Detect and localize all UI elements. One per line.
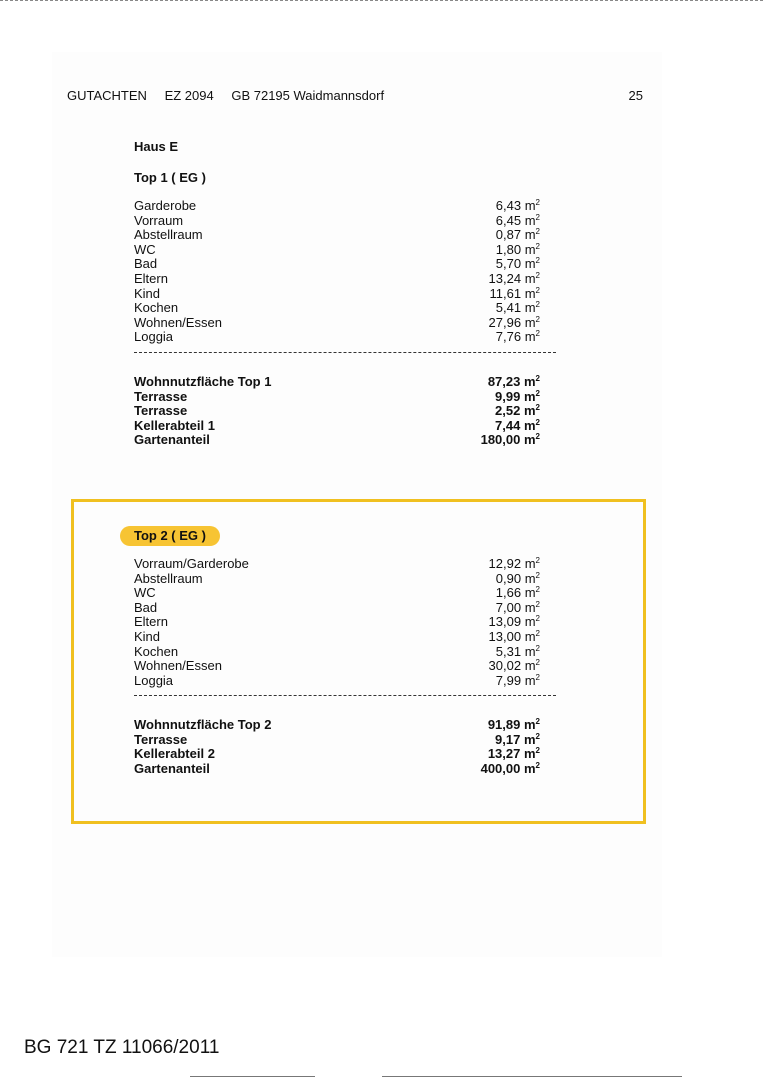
row-unit-exponent: 2 xyxy=(535,241,540,251)
total-row xyxy=(134,375,540,390)
room-row xyxy=(134,659,540,674)
row-unit-exponent: 2 xyxy=(535,760,540,770)
row-unit-exponent: 2 xyxy=(535,672,540,682)
total-row xyxy=(134,762,540,777)
row-area xyxy=(495,390,540,405)
row-label: WC xyxy=(134,585,156,601)
row-label: Terrasse xyxy=(134,388,188,404)
room-row xyxy=(134,301,540,316)
row-area xyxy=(496,257,540,272)
row-label: Eltern xyxy=(134,270,168,286)
row-unit: m xyxy=(524,570,536,586)
row-value: 6,43 xyxy=(495,198,522,213)
total-row xyxy=(134,419,540,434)
row-unit-exponent: 2 xyxy=(535,417,540,427)
room-row xyxy=(134,572,540,587)
room-row xyxy=(134,228,540,243)
row-area xyxy=(496,228,540,243)
row-unit: m xyxy=(523,432,536,448)
row-area xyxy=(496,645,540,660)
row-unit: m xyxy=(524,585,536,601)
row-unit-exponent: 2 xyxy=(535,432,540,442)
row-label: Eltern xyxy=(134,614,168,630)
row-unit: m xyxy=(524,241,536,257)
row-unit-exponent: 2 xyxy=(535,585,540,595)
room-row xyxy=(134,601,540,616)
row-unit: m xyxy=(523,374,536,389)
row-value: 5,41 xyxy=(495,300,522,316)
row-value: 12,92 xyxy=(488,556,522,571)
row-unit: m xyxy=(523,746,536,762)
row-unit-exponent: 2 xyxy=(535,570,540,580)
row-unit: m xyxy=(524,314,536,330)
total-row xyxy=(134,390,540,405)
row-value: 0,87 xyxy=(495,227,522,243)
row-label: Garderobe xyxy=(134,198,197,213)
top-scan-rule xyxy=(0,0,763,4)
row-label: Kochen xyxy=(134,643,179,659)
row-label: Wohnen/Essen xyxy=(134,314,222,330)
row-value: 91,89 xyxy=(487,717,521,732)
room-row xyxy=(134,214,540,229)
room-row xyxy=(134,243,540,258)
row-value: 1,66 xyxy=(495,585,522,601)
row-unit-exponent: 2 xyxy=(535,198,540,207)
row-label: Wohnnutzfläche Top 2 xyxy=(134,717,272,732)
row-label: Vorraum/Garderobe xyxy=(134,556,249,571)
row-value: 2,52 xyxy=(495,403,521,419)
row-unit: m xyxy=(524,285,536,301)
row-unit-exponent: 2 xyxy=(535,731,540,741)
top2-totals-list xyxy=(134,718,540,776)
top1-divider xyxy=(134,352,556,353)
row-value: 13,09 xyxy=(488,614,522,630)
row-unit-exponent: 2 xyxy=(535,643,540,653)
row-area xyxy=(496,199,540,214)
row-unit-exponent: 2 xyxy=(535,388,540,398)
row-value: 13,27 xyxy=(487,746,521,762)
row-value: 5,31 xyxy=(495,643,522,659)
top2-room-list xyxy=(134,557,540,688)
row-area xyxy=(496,330,540,345)
row-unit-exponent: 2 xyxy=(535,300,540,310)
row-area xyxy=(489,557,540,572)
row-label: Bad xyxy=(134,256,158,272)
row-unit: m xyxy=(524,614,536,630)
row-label: Vorraum xyxy=(134,212,184,228)
row-unit-exponent: 2 xyxy=(535,717,540,726)
row-label: Gartenanteil xyxy=(134,760,210,776)
row-value: 6,45 xyxy=(495,212,522,228)
row-area xyxy=(489,630,540,645)
row-unit-exponent: 2 xyxy=(535,746,540,756)
row-label: Wohnen/Essen xyxy=(134,658,222,674)
row-unit-exponent: 2 xyxy=(535,227,540,237)
row-area xyxy=(496,572,540,587)
row-value: 5,70 xyxy=(495,256,522,272)
row-area xyxy=(481,433,540,448)
row-label: Kellerabteil 2 xyxy=(134,746,215,762)
room-row xyxy=(134,645,540,660)
top1-title: Top 1 ( EG ) xyxy=(134,170,206,185)
row-value: 13,24 xyxy=(488,270,522,286)
row-area xyxy=(481,762,540,777)
row-value: 13,00 xyxy=(488,628,522,644)
row-label: WC xyxy=(134,241,156,257)
row-area xyxy=(496,674,540,689)
row-area xyxy=(496,243,540,258)
room-row xyxy=(134,199,540,214)
row-label: Terrasse xyxy=(134,731,188,747)
row-label: Wohnnutzfläche Top 1 xyxy=(134,374,272,389)
row-unit: m xyxy=(524,599,536,615)
header-gb: GB 72195 Waidmannsdorf xyxy=(231,88,385,103)
row-unit-exponent: 2 xyxy=(535,628,540,638)
row-area xyxy=(496,301,540,316)
row-label: Loggia xyxy=(134,329,174,345)
row-unit: m xyxy=(524,270,536,286)
row-unit: m xyxy=(524,198,536,213)
page-header xyxy=(67,88,647,103)
header-ez: EZ 2094 xyxy=(164,88,214,103)
room-row xyxy=(134,557,540,572)
row-unit-exponent: 2 xyxy=(535,270,540,280)
row-unit-exponent: 2 xyxy=(535,599,540,609)
row-value: 11,61 xyxy=(489,285,522,301)
row-unit: m xyxy=(524,643,536,659)
row-label: Kind xyxy=(134,285,161,301)
row-area xyxy=(490,287,541,302)
row-value: 87,23 xyxy=(487,374,521,389)
row-value: 9,99 xyxy=(495,388,521,404)
row-unit: m xyxy=(524,256,536,272)
row-unit: m xyxy=(523,717,536,732)
row-unit: m xyxy=(524,300,536,316)
room-row xyxy=(134,272,540,287)
row-label: Bad xyxy=(134,599,158,615)
total-row xyxy=(134,433,540,448)
row-label: Kochen xyxy=(134,300,179,316)
total-row xyxy=(134,733,540,748)
row-value: 27,96 xyxy=(488,314,522,330)
top2-divider xyxy=(134,695,556,696)
room-row xyxy=(134,615,540,630)
row-unit: m xyxy=(523,760,536,776)
row-unit: m xyxy=(524,556,536,571)
room-row xyxy=(134,674,540,689)
row-unit: m xyxy=(524,329,536,345)
row-label: Kellerabteil 1 xyxy=(134,417,215,433)
row-value: 7,00 xyxy=(495,599,522,615)
row-area xyxy=(495,733,540,748)
row-label: Abstellraum xyxy=(134,570,203,586)
top1-room-list xyxy=(134,199,540,345)
row-unit-exponent: 2 xyxy=(535,285,540,295)
row-value: 180,00 xyxy=(480,432,521,448)
total-row xyxy=(134,718,540,733)
row-unit-exponent: 2 xyxy=(535,658,540,668)
row-value: 7,99 xyxy=(495,672,522,688)
total-row xyxy=(134,747,540,762)
row-unit: m xyxy=(524,628,536,644)
room-row xyxy=(134,287,540,302)
row-area xyxy=(489,316,540,331)
page-number: 25 xyxy=(628,88,643,103)
header-title: GUTACHTEN xyxy=(67,88,147,103)
row-value: 400,00 xyxy=(480,760,521,776)
row-unit: m xyxy=(523,731,536,747)
row-unit-exponent: 2 xyxy=(535,212,540,222)
row-label: Kind xyxy=(134,628,161,644)
row-area xyxy=(496,601,540,616)
row-unit: m xyxy=(524,227,536,243)
top1-totals-list xyxy=(134,375,540,448)
row-area xyxy=(495,404,540,419)
row-area xyxy=(488,747,540,762)
row-value: 30,02 xyxy=(488,658,522,674)
row-value: 0,90 xyxy=(495,570,522,586)
row-unit: m xyxy=(524,672,536,688)
row-unit: m xyxy=(523,403,536,419)
row-label: Abstellraum xyxy=(134,227,203,243)
row-value: 1,80 xyxy=(495,241,522,257)
row-unit-exponent: 2 xyxy=(535,329,540,339)
house-title: Haus E xyxy=(134,139,179,154)
row-unit-exponent: 2 xyxy=(535,256,540,266)
row-unit: m xyxy=(523,417,536,433)
row-unit: m xyxy=(524,658,536,674)
row-unit-exponent: 2 xyxy=(535,314,540,324)
row-area xyxy=(489,272,540,287)
row-label: Terrasse xyxy=(134,403,188,419)
bottom-scan-mark xyxy=(190,1076,315,1077)
row-unit: m xyxy=(523,388,536,404)
row-label: Gartenanteil xyxy=(134,432,210,448)
bottom-scan-mark xyxy=(382,1076,682,1077)
row-unit-exponent: 2 xyxy=(535,614,540,624)
row-value: 9,17 xyxy=(495,731,521,747)
row-area xyxy=(488,375,540,390)
row-area xyxy=(488,718,540,733)
row-unit-exponent: 2 xyxy=(535,403,540,413)
room-row xyxy=(134,630,540,645)
row-area xyxy=(489,615,540,630)
room-row xyxy=(134,586,540,601)
row-value: 7,76 xyxy=(495,329,522,345)
row-label: Loggia xyxy=(134,672,174,688)
row-value: 7,44 xyxy=(495,417,521,433)
row-area xyxy=(489,659,540,674)
row-unit-exponent: 2 xyxy=(535,374,540,383)
row-area xyxy=(496,214,540,229)
row-unit-exponent: 2 xyxy=(535,556,540,565)
footer-reference: BG 721 TZ 11066/2011 xyxy=(24,1037,220,1058)
row-unit: m xyxy=(524,212,536,228)
room-row xyxy=(134,316,540,331)
room-row xyxy=(134,257,540,272)
total-row xyxy=(134,404,540,419)
row-area xyxy=(496,586,540,601)
row-area xyxy=(495,419,540,434)
room-row xyxy=(134,330,540,345)
top2-title: Top 2 ( EG ) xyxy=(120,526,220,546)
